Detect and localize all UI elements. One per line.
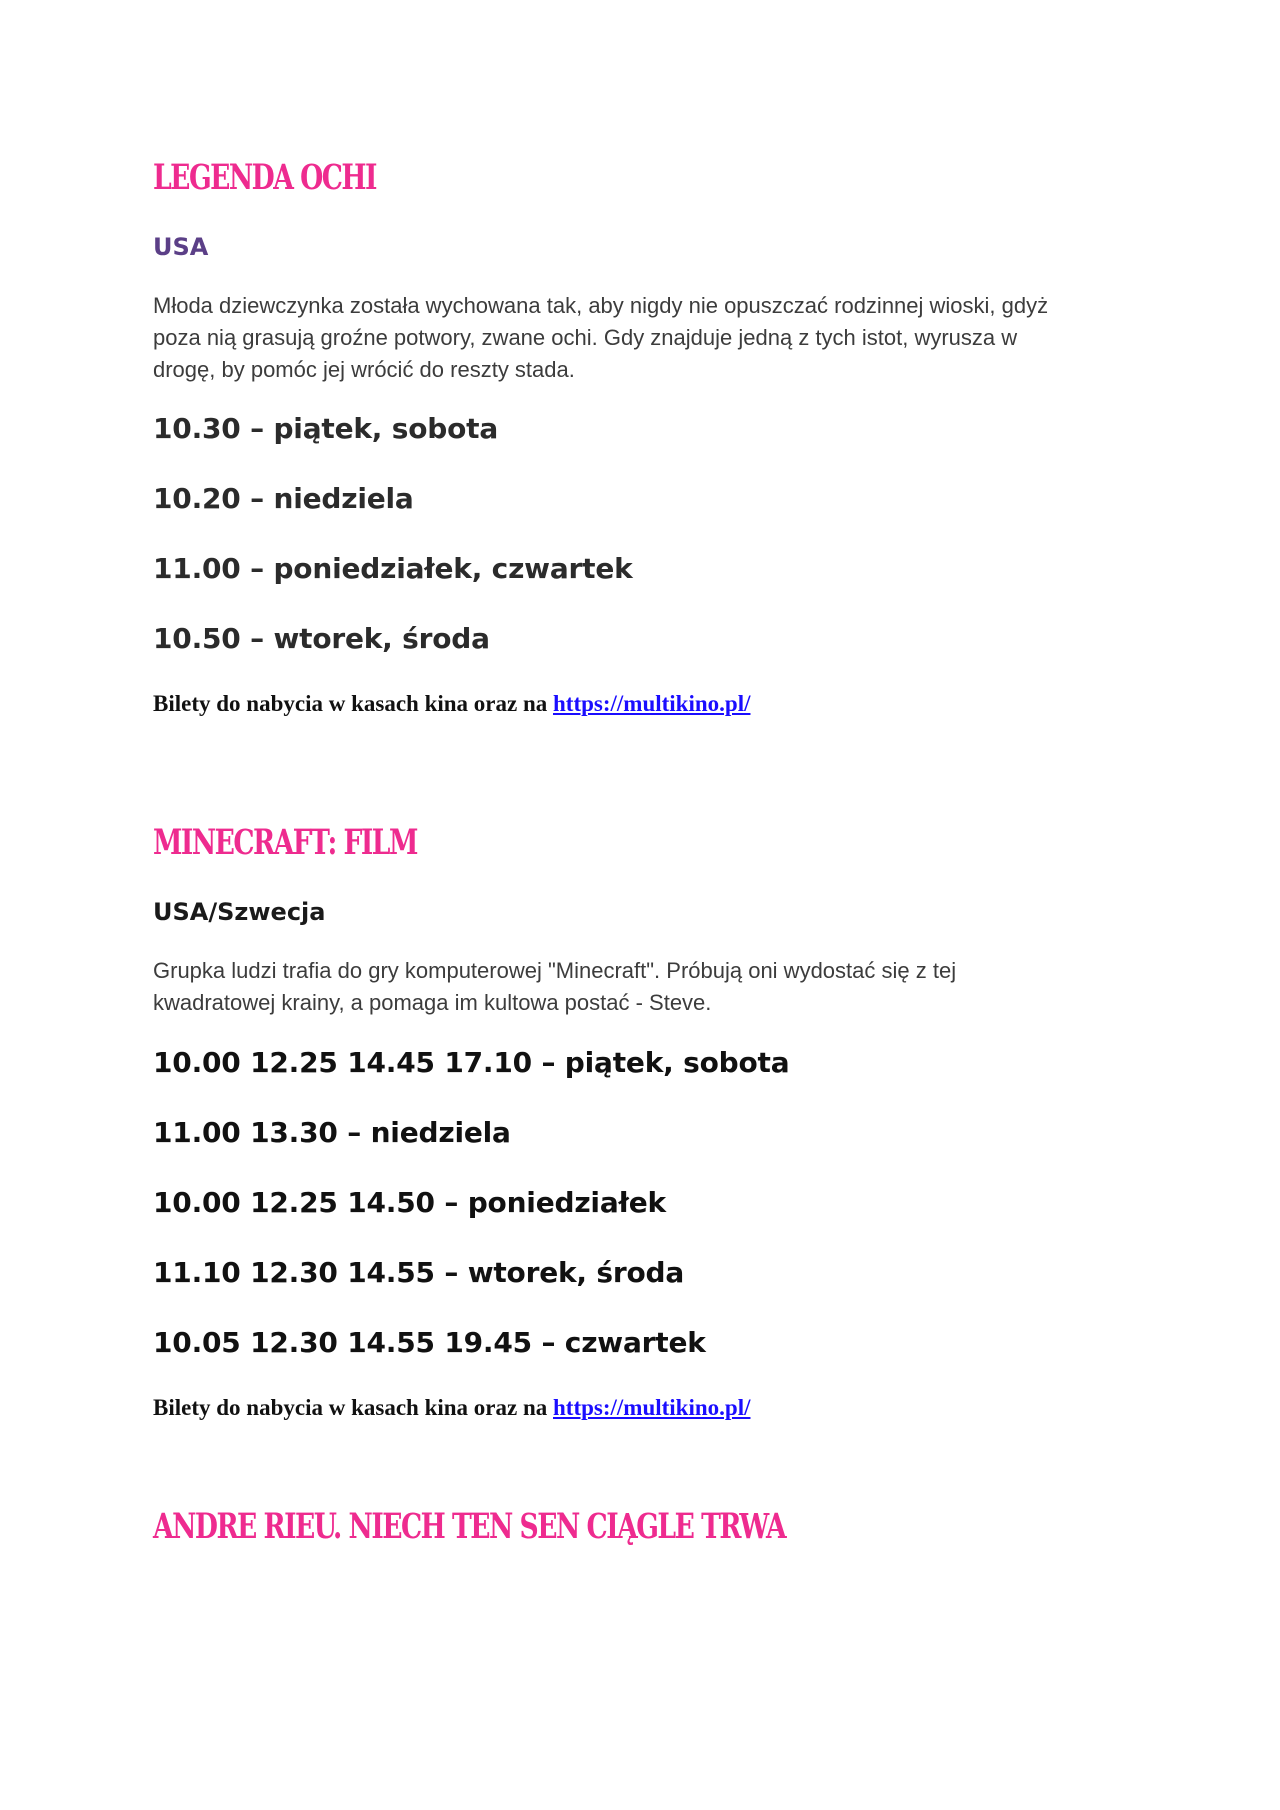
description-line: poza nią grasują groźne potwory, zwane ochi. Gdy znajduje jedną z tych istot, wyrusza w [153,325,1018,350]
showtime-row: 10.30 – piątek, sobota [153,412,499,445]
showtime-row: 11.10 12.30 14.55 – wtorek, środa [153,1256,685,1289]
movie-country: USA [153,233,209,261]
tickets-text: Bilety do nabycia w kasach kina oraz na [153,1395,553,1420]
description-line: drogę, by pomóc jej wrócić do reszty stada. [153,357,575,382]
showtime-row: 10.00 12.25 14.45 17.10 – piątek, sobota [153,1046,790,1079]
multikino-link[interactable]: https://multikino.pl/ [553,691,751,716]
description-line: Młoda dziewczynka została wychowana tak, aby nigdy nie opuszczać rodzinnej wioski, gdyż [153,293,1049,318]
movie-title-minecraft: MINECRAFT: FILM [153,822,417,863]
tickets-info [153,689,750,719]
description-line: kwadratowej krainy, a pomaga im kultowa postać - Steve. [153,990,712,1015]
tickets-info [153,1393,750,1423]
movie-description [153,955,1143,1019]
movie-title-legenda-ochi: LEGENDA OCHI [153,157,376,198]
movie-title-andre-rieu: ANDRE RIEU. NIECH TEN SEN CIĄGLE TRWA [153,1506,786,1547]
showtime-row: 10.50 – wtorek, środa [153,622,490,655]
showtime-row: 10.20 – niedziela [153,482,414,515]
showtime-row: 10.00 12.25 14.50 – poniedziałek [153,1186,666,1219]
movie-country: USA/Szwecja [153,898,326,926]
tickets-text: Bilety do nabycia w kasach kina oraz na [153,691,553,716]
showtime-row: 10.05 12.30 14.55 19.45 – czwartek [153,1326,706,1359]
multikino-link[interactable]: https://multikino.pl/ [553,1395,751,1420]
showtime-row: 11.00 – poniedziałek, czwartek [153,552,633,585]
showtime-row: 11.00 13.30 – niedziela [153,1116,511,1149]
description-line: Grupka ludzi trafia do gry komputerowej "Minecraft". Próbują oni wydostać się z tej [153,958,957,983]
movie-description [153,290,1143,386]
